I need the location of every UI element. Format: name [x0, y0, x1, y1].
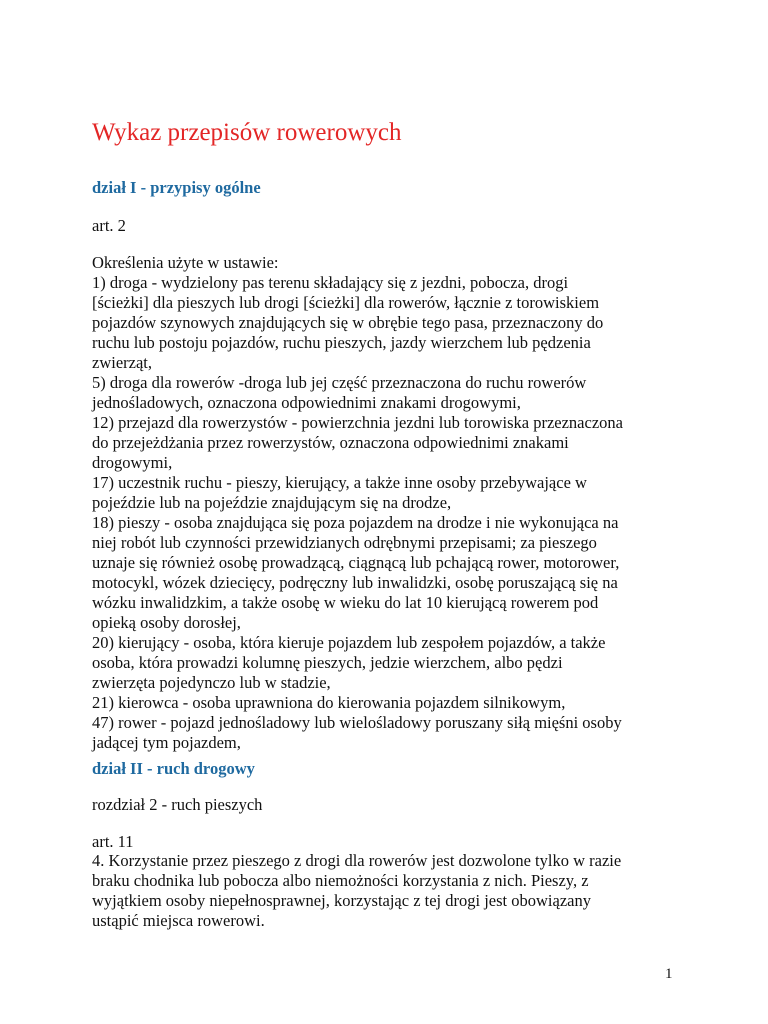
text-line: 12) przejazd dla rowerzystów - powierzchnia jezdni lub torowiska przeznaczona — [92, 413, 623, 432]
chapter-label: rozdział 2 - ruch pieszych — [92, 795, 263, 814]
text-line: zwierzęta pojedynczo lub w stadzie, — [92, 673, 331, 692]
text-line: Określenia użyte w ustawie: — [92, 253, 279, 272]
section-heading-2: dział II - ruch drogowy — [92, 759, 255, 778]
text-line: osoba, która prowadzi kolumnę pieszych, jedzie wierzchem, albo pędzi — [92, 653, 563, 672]
text-line: motocykl, wózek dziecięcy, podręczny lub inwalidzki, osobę poruszającą się na — [92, 573, 618, 592]
text-line: jadącej tym pojazdem, — [92, 733, 241, 752]
text-line: jednośladowych, oznaczona odpowiednimi znakami drogowymi, — [92, 393, 521, 412]
text-line: drogowymi, — [92, 453, 173, 472]
text-line: wyjątkiem osoby niepełnosprawnej, korzystając z tej drogi jest obowiązany — [92, 891, 591, 910]
text-line: [ścieżki] dla pieszych lub drogi [ścieżki] dla rowerów, łącznie z torowiskiem — [92, 293, 600, 312]
article-label-1: art. 2 — [92, 216, 126, 235]
body-text — [92, 851, 692, 931]
text-line: opieką osoby dorosłej, — [92, 613, 241, 632]
text-line: braku chodnika lub pobocza albo niemożności korzystania z nich. Pieszy, z — [92, 871, 589, 890]
text-line: pojeździe lub na pojeździe znajdującym się na drodze, — [92, 493, 452, 512]
text-line: do przejeżdżania przez rowerzystów, oznaczona odpowiednimi znakami — [92, 433, 569, 452]
page-number: 1 — [665, 966, 673, 982]
text-line: uznaje się również osobę prowadzącą, ciągnącą lub pchającą rower, motorower, — [92, 553, 620, 572]
text-line: 20) kierujący - osoba, która kieruje pojazdem lub zespołem pojazdów, a także — [92, 633, 606, 652]
text-line: niej robót lub czynności przewidzianych odrębnymi przepisami; za pieszego — [92, 533, 597, 552]
section-heading-1: dział I - przypisy ogólne — [92, 178, 261, 197]
text-line: ustąpić miejsca rowerowi. — [92, 911, 265, 930]
text-line: 1) droga - wydzielony pas terenu składający się z jezdni, pobocza, drogi — [92, 273, 569, 292]
document-title: Wykaz przepisów rowerowych — [92, 119, 402, 146]
article-label-2: art. 11 — [92, 832, 134, 851]
text-line: ruchu lub postoju pojazdów, ruchu pieszych, jazdy wierzchem lub pędzenia — [92, 333, 591, 352]
text-line: 17) uczestnik ruchu - pieszy, kierujący, a także inne osoby przebywające w — [92, 473, 587, 492]
body-text — [92, 253, 692, 753]
text-line: 5) droga dla rowerów -droga lub jej część przeznaczona do ruchu rowerów — [92, 373, 587, 392]
text-line: zwierząt, — [92, 353, 152, 372]
text-line: pojazdów szynowych znajdujących się w obrębie tego pasa, przeznaczony do — [92, 313, 604, 332]
text-line: 18) pieszy - osoba znajdująca się poza pojazdem na drodze i nie wykonująca na — [92, 513, 619, 532]
text-line: wózku inwalidzkim, a także osobę w wieku do lat 10 kierującą rowerem pod — [92, 593, 599, 612]
text-line: 4. Korzystanie przez pieszego z drogi dla rowerów jest dozwolone tylko w razie — [92, 851, 622, 870]
section-1-body — [92, 253, 692, 753]
text-line: 47) rower - pojazd jednośladowy lub wielośladowy poruszany siłą mięśni osoby — [92, 713, 622, 732]
section-2-body — [92, 851, 692, 931]
text-line: 21) kierowca - osoba uprawniona do kierowania pojazdem silnikowym, — [92, 693, 566, 712]
